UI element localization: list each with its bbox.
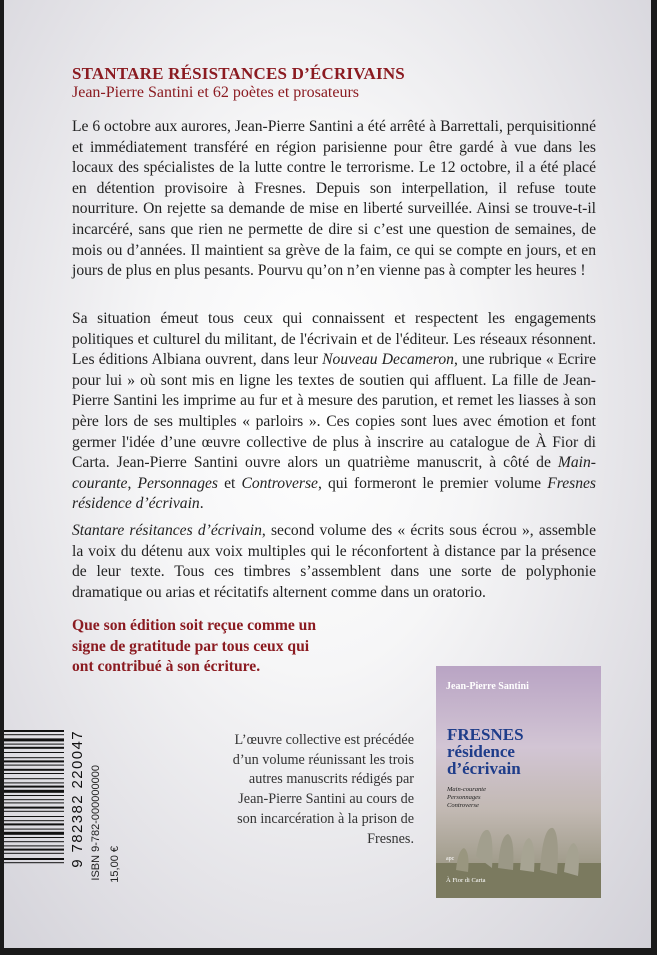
paragraph-2-title-personnages: Personnages bbox=[137, 474, 218, 492]
barcode-bar bbox=[4, 837, 64, 838]
mini-book-publisher: apc bbox=[446, 856, 455, 862]
companion-volume-note: L’œuvre collective est précédée d’un volume réunissant les trois autres manuscrits rédigés par Jean-Pierre Santini au cours de son incarcération à la prison de Fresnes. bbox=[232, 732, 414, 847]
mini-book-title-line-2: résidence bbox=[447, 742, 515, 761]
barcode-bar bbox=[4, 730, 64, 732]
companion-book-cover bbox=[436, 666, 601, 898]
mini-book-sub-1: Main-courante bbox=[447, 786, 486, 793]
paragraph-3 bbox=[72, 521, 596, 603]
barcode-bar bbox=[4, 778, 64, 779]
paragraph-3-text: , second volume des « écrits sous écrou », assemble la voix du détenu aux voix multiples qui le réconfortent à distance par la présence de leur texte. Tous ces timbres s’assemblent dans une sorte de polyphonie dramatique ou arias et récitatifs alternent comme dans un oratorio. bbox=[72, 522, 596, 601]
mini-book-title-line-3: d’écrivain bbox=[447, 759, 521, 778]
barcode-bar bbox=[4, 752, 64, 753]
paragraph-2-text-3: , bbox=[127, 474, 138, 492]
barcode-bar bbox=[4, 790, 64, 793]
barcode-bar bbox=[4, 841, 64, 842]
barcode-bar bbox=[4, 845, 64, 846]
isbn-label: ISBN 9-782-000000000 bbox=[90, 765, 102, 881]
paragraph-2-title-main-courante: Main-courante bbox=[72, 454, 596, 492]
mini-book-author: Jean-Pierre Santini bbox=[446, 681, 529, 692]
barcode-bar bbox=[4, 773, 64, 774]
paragraph-1: Le 6 octobre aux aurores, Jean-Pierre Santini a été arrêté à Barrettali, perquisitionné et immédiatement transféré en région parisienne pour être gardé à vue dans les locaux des spécialistes de la lutte contre le terrorisme. Le 12 octobre, il a été placé en détention provisoire à Fresnes. Depuis son interpellation, il refuse toute nourriture. On rejette sa demande de mise en liberté surveillée. Ainsi se trouve-t-il incarcéré, sans que rien ne permette de dire si c’est une question de semaines, de mois ou d’années. Il maintient sa grève de la faim, ce qui se compte en jours, et en jours de plus en plus pesants. Pourvu qu’on n’en vienne pas à compter les heures ! bbox=[72, 118, 596, 280]
barcode-bar bbox=[4, 799, 64, 800]
mini-book-subtitles bbox=[447, 786, 486, 810]
barcode-bar bbox=[4, 853, 64, 854]
paragraph-2 bbox=[72, 309, 596, 515]
barcode-bar bbox=[4, 747, 64, 749]
barcode-bar bbox=[4, 832, 64, 835]
back-cover bbox=[4, 0, 651, 948]
paragraph-2-text-6: . bbox=[199, 495, 204, 513]
barcode-bar bbox=[4, 862, 64, 863]
mini-book-title-line-1: FRESNES bbox=[447, 725, 524, 744]
paragraph-2-title-decameron: Nouveau Decameron bbox=[322, 351, 454, 369]
barcode-bar bbox=[4, 849, 64, 851]
mini-book-collection: À Fior di Carta bbox=[446, 877, 486, 884]
mini-book-title bbox=[447, 726, 524, 777]
paragraph-2-text-4: et bbox=[218, 474, 242, 492]
paragraph-2-text-5: , qui formeront le premier volume bbox=[317, 474, 548, 492]
barcode-bar bbox=[4, 858, 64, 860]
barcode-bar bbox=[4, 757, 64, 758]
barcode-bar bbox=[4, 734, 64, 735]
barcode-bar bbox=[4, 782, 64, 783]
barcode-bar bbox=[4, 795, 64, 796]
paragraph-3-title-stantare: Stantare résitances d’écrivain bbox=[72, 522, 262, 539]
barcode-bar bbox=[4, 820, 64, 821]
barcode-bars bbox=[4, 728, 74, 908]
price-label: 15,00 € bbox=[109, 846, 121, 883]
barcode-bar bbox=[4, 786, 64, 788]
gratitude-statement: Que son édition soit reçue comme un signe de gratitude par tous ceux qui ont contribué à son écriture. bbox=[72, 617, 317, 676]
barcode-bar bbox=[4, 823, 64, 825]
barcode-bar bbox=[4, 760, 64, 762]
barcode-bar bbox=[4, 829, 64, 830]
barcode-bar bbox=[4, 765, 64, 766]
paragraph-2-title-controverse: Controverse bbox=[241, 474, 318, 492]
barcode-bar bbox=[4, 769, 64, 771]
paragraph-2-title-fresnes: Fresnes résidence d’écrivain bbox=[72, 474, 596, 513]
mini-book-sub-3: Controverse bbox=[447, 802, 479, 809]
barcode-bar bbox=[4, 802, 64, 803]
paragraph-2-text-1: Sa situation émeut tous ceux qui connaissent et respectent les engagements politiques et culturel du militant, de l'écrivain et de l'éditeur. Les réseaux résonnent. Les éditions Albiana ouvrent, dans leur bbox=[72, 310, 596, 369]
barcode-bar bbox=[4, 816, 64, 817]
standing-stones-illustration bbox=[436, 808, 601, 898]
mini-book-sub-2: Personnages bbox=[447, 794, 481, 801]
barcode-bar bbox=[4, 807, 64, 809]
paragraph-2-text-2: , une rubrique « Ecrire pour lui » où sont mis en ligne les textes de soutien qui affluent. La fille de Jean-Pierre Santini les imprime au fur et à mesure des parution, et remet les liasses à son père lors de ses multiples « parloirs ». Ces copies sont lues avec émotion et font germer l'idée d’une œuvre collective de plus à inscrire au catalogue de À Fior di Carta. Jean-Pierre Santini ouvre alors un quatrième manuscrit, à côté de bbox=[72, 351, 596, 472]
barcode-bar bbox=[4, 811, 64, 812]
barcode-bar bbox=[4, 738, 64, 741]
book-subtitle: Jean-Pierre Santini et 62 poètes et prosateurs bbox=[72, 84, 360, 101]
barcode-bar bbox=[4, 744, 64, 745]
book-title: STANTARE RÉSISTANCES D’ÉCRIVAINS bbox=[72, 64, 405, 83]
barcode-digits: 9 782382 220047 bbox=[69, 730, 86, 868]
